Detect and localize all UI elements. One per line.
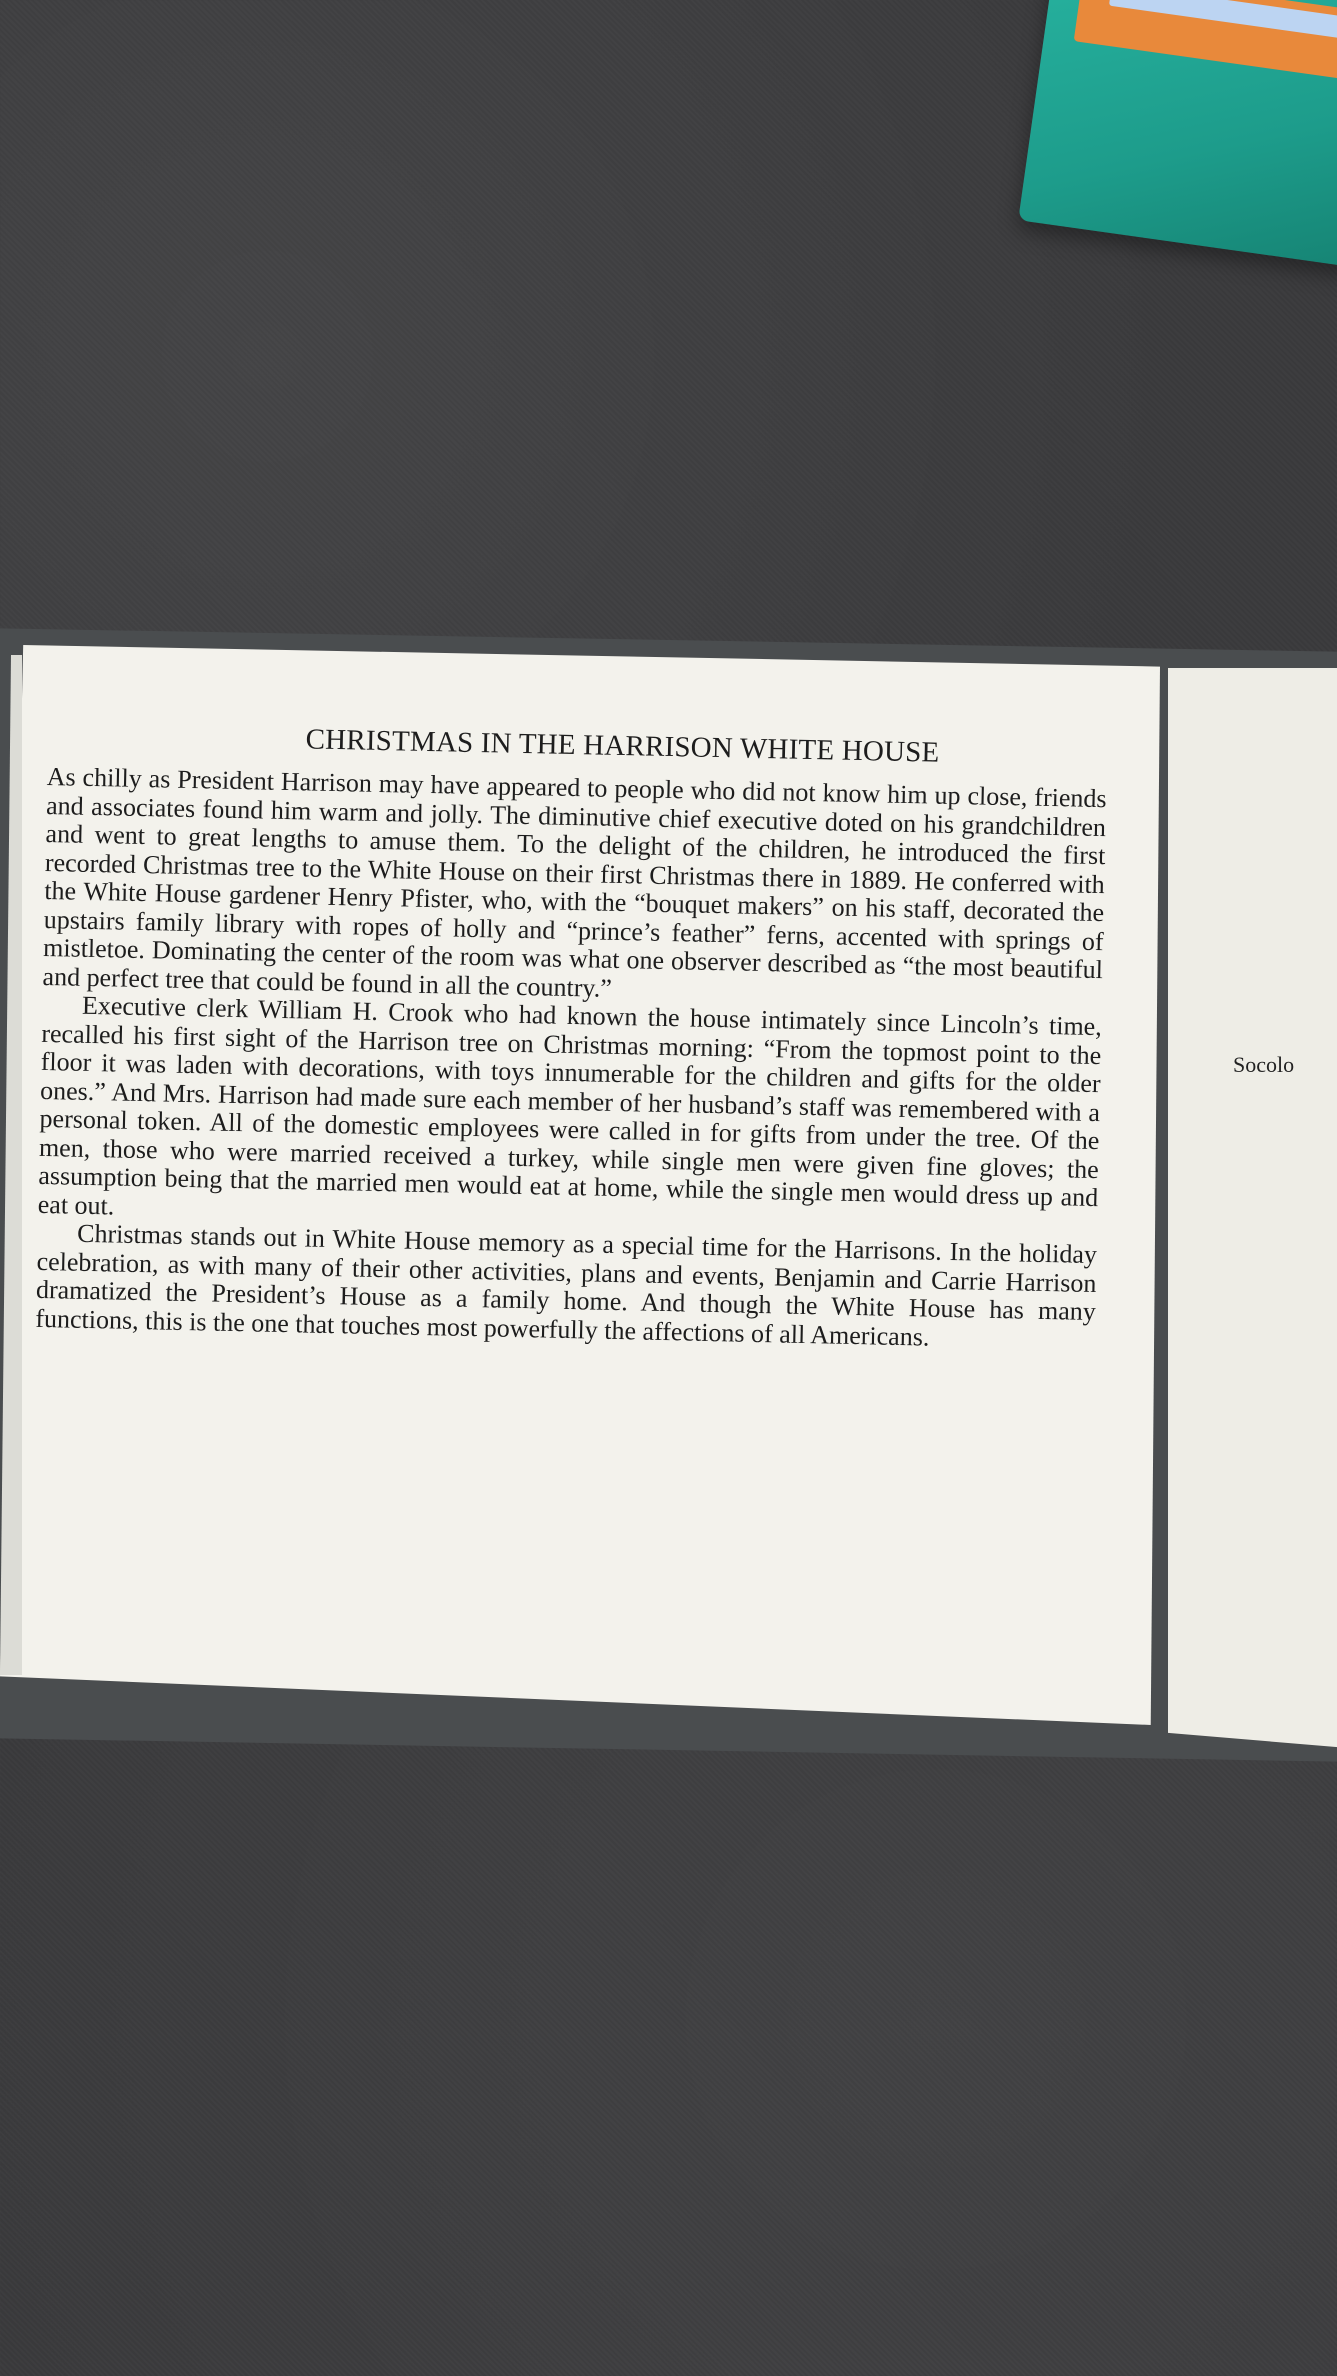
- teal-box: [1018, 0, 1337, 267]
- page-title: CHRISTMAS IN THE HARRISON WHITE HOUSE: [305, 723, 940, 769]
- right-page-text: Socolo: [1233, 1052, 1295, 1077]
- right-page: [1168, 668, 1337, 1748]
- box-orange-band: [1074, 0, 1337, 86]
- page-text: [35, 718, 1108, 1355]
- paragraph-3: Christmas stands out in White House memory as a special time for the Harrisons. In the holiday celebration, as with many of their other activities, plans and events, Benjamin and Carrie Harrison dramatized the President’s House as a family home. And though the White House has many functions, this is the one that touches most powerfully the affections of all Americans.: [35, 1218, 1098, 1352]
- paragraph-2: Executive clerk William H. Crook who had known the house intimately since Lincoln’s time, recalled his first sight of the Harrison tree on Christmas morning: “From the topmost point to the floor it was laden with decorations, with toys innumerable for the children and gifts for the older ones.” And Mrs. Harrison had made sure each member of her husband’s staff was remembered with a personal token. All of the domestic employees were called in for gifts from under the tree. Of the men, those who were married received a turkey, while single men were given fine gloves; the assumption being that the married men would eat at home, while the single men would dress up and eat out.: [37, 990, 1103, 1220]
- box-label-strip: [1109, 0, 1337, 43]
- paragraph-1: As chilly as President Harrison may have appeared to people who did not know him up close, friends and associates found him warm and jolly. The diminutive chief executive doted on his grandchildren and went to great lengths to amuse them. To the delight of the children, he introduced the first recorded Christmas tree to the White House on their first Christmas there in 1889. He conferred with the White House gardener Henry Pfister, who, with the “bouquet makers” on his staff, decorated the upstairs family library with ropes of holly and “prince’s feather” ferns, accented with springs of mistletoe. Dominating the center of the room was what one observer described as “the most beautiful and perfect tree that could be found in all the country.”: [42, 761, 1107, 1003]
